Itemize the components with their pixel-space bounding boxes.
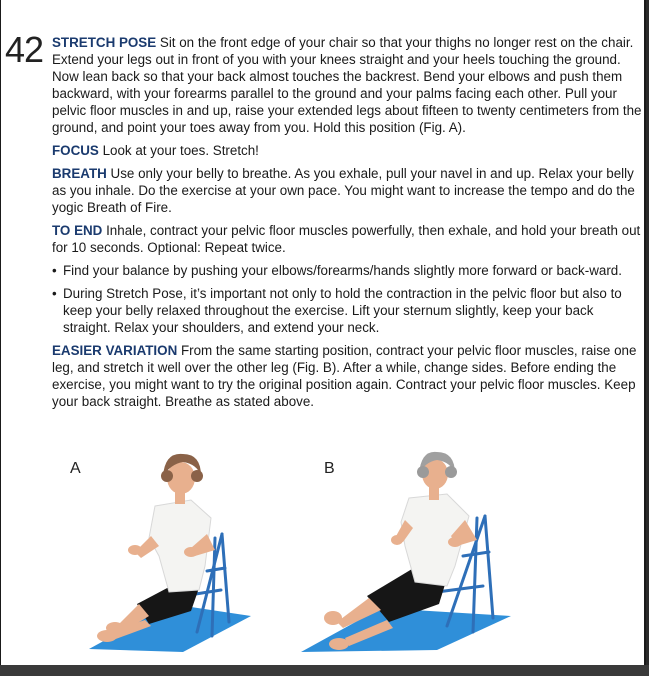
- figure-b-illustration: [297, 446, 517, 658]
- bullet-symbol: •: [52, 286, 57, 301]
- viewer-bottom-bar: [0, 665, 649, 676]
- hair-curl-right: [445, 466, 457, 478]
- focus-body: Look at your toes. Stretch!: [98, 143, 259, 158]
- hand-left: [128, 545, 142, 555]
- bullet-item: [52, 285, 644, 336]
- easier-variation-heading: EASIER VARIATION: [52, 343, 178, 358]
- bullet-symbol: •: [52, 263, 57, 278]
- hand-right: [448, 537, 462, 547]
- figure-b-label: B: [324, 460, 335, 477]
- bullet-text: Find your balance by pushing your elbows/forearms/hands slightly more forward or back-ward.: [63, 263, 622, 278]
- foot-right: [106, 622, 124, 634]
- breath-body: Use only your belly to breathe. As you exhale, pull your navel in and up. Relax your belly as you inhale. Do the exercise at your own pace. You might want to increase the tempo and do the yogic Breath of Fire.: [52, 166, 635, 215]
- to-end-paragraph: [52, 222, 644, 256]
- breath-heading: BREATH: [52, 166, 107, 181]
- stretch-pose-paragraph: [52, 34, 644, 136]
- figure-a-label: A: [70, 460, 81, 477]
- focus-paragraph: [52, 142, 644, 159]
- to-end-heading: TO END: [52, 223, 103, 238]
- figure-a-illustration: [79, 446, 259, 656]
- foot-right: [329, 638, 349, 650]
- bullet-text: During Stretch Pose, it’s important not only to hold the contraction in the pelvic floor but also to keep your belly relaxed throughout the exercise. Lift your sternum slightly, keep your back straight. Relax your shoulders, and extend your neck.: [63, 286, 622, 335]
- focus-heading: FOCUS: [52, 143, 99, 158]
- easier-variation-paragraph: [52, 342, 644, 410]
- foot-left: [324, 611, 342, 625]
- hand-right: [184, 547, 198, 557]
- hair-curl-left: [161, 470, 173, 482]
- hair-curl-right: [191, 470, 203, 482]
- exercise-number: 42: [5, 29, 44, 70]
- hair-curl-left: [417, 466, 429, 478]
- to-end-body: Inhale, contract your pelvic floor muscles powerfully, then exhale, and hold your breath out for 10 seconds. Optional: Repeat twice.: [52, 223, 641, 255]
- instructions-text: [52, 34, 644, 416]
- stretch-pose-heading: STRETCH POSE: [52, 35, 157, 50]
- breath-paragraph: [52, 165, 644, 216]
- hand-left: [391, 535, 403, 545]
- stretch-pose-body: Sit on the front edge of your chair so that your thighs no longer rest on the chair. Extend your legs out in front of you with your knees straight and your heels touching the ground. Now lean back so that your back almost touches the backrest. Bend your elbows and push them backward, with your forearms parallel to the ground and your palms facing each other. Pull your pelvic floor muscles in and up, raise your extended legs about fifteen to twenty centimeters from the ground, and point your toes away from you. Hold this position (Fig. A).: [52, 35, 642, 135]
- easier-variation-body: From the same starting position, contract your pelvic floor muscles, raise one leg, and stretch it well over the other leg (Fig. B). After a while, change sides. Before ending the exercise, you might want to try the original position again. Contract your pelvic floor muscles. Keep your back straight. Breathe as stated above.: [52, 343, 637, 409]
- bullet-item: [52, 262, 644, 279]
